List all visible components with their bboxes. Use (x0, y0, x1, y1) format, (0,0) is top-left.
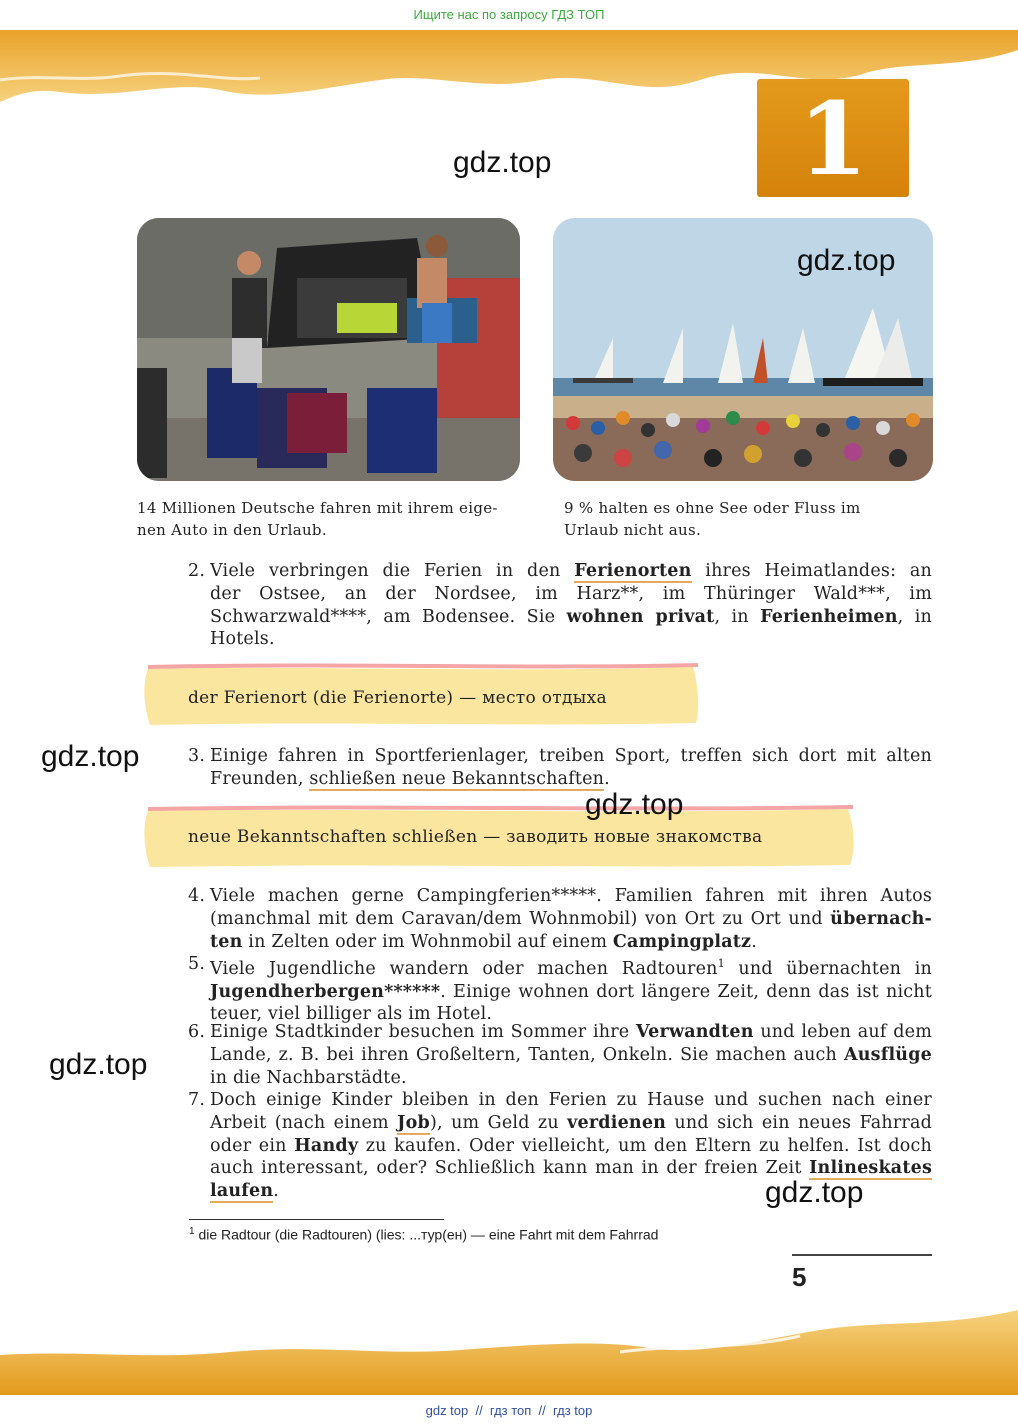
caption-line: Urlaub nicht aus. (564, 521, 702, 539)
watermark: gdz.top (49, 1048, 148, 1081)
watermark: gdz.top (453, 146, 552, 179)
paragraph-2: 2. Viele verbringen die Ferien in den Ferienorten ihres Heimatlandes: an der Ostsee, an der Nordsee, im Harz**, im Thüringer Wald***, im Schwarzwald****, am Bodensee. Sie wohnen privat, in Ferienheimen, in Hotels. (188, 561, 932, 650)
vocab-term: der Ferienort (die Ferienorte) (188, 688, 454, 708)
item-number: 6. (188, 1022, 206, 1042)
paragraph-7: 7. Doch einige Kinder bleiben in den Ferien zu Hause und suchen nach einer Arbeit (nach einem Job), um Geld zu verdienen und sich ein neues Fahrrad oder ein Handy zu kaufen. Oder vielleicht, um den Eltern zu helfen. Ist doch auch interessant, oder? Schließlich kann man in der freien Zeit Inlineskates laufen. (188, 1090, 932, 1202)
paragraph-5: 5. Viele Jugendliche wandern oder machen Radtouren$^1$ und übernachten in Jugendherbergen******. Einige wohnen dort längere Zeit, denn das ist nicht teuer, viel billiger als im Hotel. (188, 954, 932, 1025)
footer-link[interactable]: gdz top // гдз топ // гдз top (425, 1403, 593, 1418)
paragraph-4: 4. Viele machen gerne Campingferien*****. Familien fahren mit ihren Autos (manchmal mit dem Caravan/dem Wohnmobil) von Ort zu Ort und übernach- ten in Zelten oder im Wohnmobil auf einem Campingplatz. (188, 886, 932, 952)
watermark: gdz.top (41, 740, 140, 773)
footnote-divider (189, 1219, 444, 1220)
item-number: 5. (188, 954, 206, 974)
caption-line: 9 % halten es ohne See oder Fluss im (564, 499, 861, 517)
vocab-entry-ferienort: der Ferienort (die Ferienorte) — место отдыха (188, 688, 607, 708)
item-number: 3. (188, 746, 206, 766)
photo-caption-car (137, 497, 522, 541)
watermark: gdz.top (797, 244, 896, 277)
vocab-term: neue Bekanntschaften schließen (188, 827, 478, 847)
vocab-entry-bekanntschaften: neue Bekanntschaften schließen — заводить новые знакомства (188, 827, 763, 847)
page-number: 5 (792, 1262, 807, 1292)
watermark: gdz.top (585, 788, 684, 821)
vocab-translation: заводить новые знакомства (506, 827, 763, 847)
photo-car-luggage (137, 218, 520, 481)
chapter-number: 1 (798, 80, 868, 198)
paragraph-6: 6. Einige Stadtkinder besuchen im Sommer ihre Verwandten und leben auf dem Lande, z. B. bei ihren Großeltern, Tanten, Onkeln. Sie machen auch Ausflüge in die Nachbarstädte. (188, 1022, 932, 1088)
caption-line: nen Auto in den Urlaub. (137, 521, 327, 539)
page-number-rule (792, 1254, 932, 1256)
paragraph-3: 3. Einige fahren in Sportferienlager, treiben Sport, treffen sich dort mit alten Freunden, schließen neue Bekanntschaften. (188, 746, 932, 789)
watermark: gdz.top (765, 1176, 864, 1209)
photo-caption-beach (564, 497, 904, 541)
vocab-translation: место отдыха (482, 688, 607, 708)
caption-line: 14 Millionen Deutsche fahren mit ihrem eige- (137, 499, 498, 517)
header-search-link[interactable]: Ищите нас по запросу ГДЗ ТОП (413, 7, 605, 22)
item-number: 4. (188, 886, 206, 906)
item-number: 2. (188, 561, 206, 581)
item-number: 7. (188, 1090, 206, 1110)
bottom-decorative-band (0, 1300, 1018, 1395)
footnote: $^1$ die Radtour (die Radtouren) (lies: ...тур(ен) — eine Fahrt mit dem Fahrrad (189, 1226, 659, 1243)
